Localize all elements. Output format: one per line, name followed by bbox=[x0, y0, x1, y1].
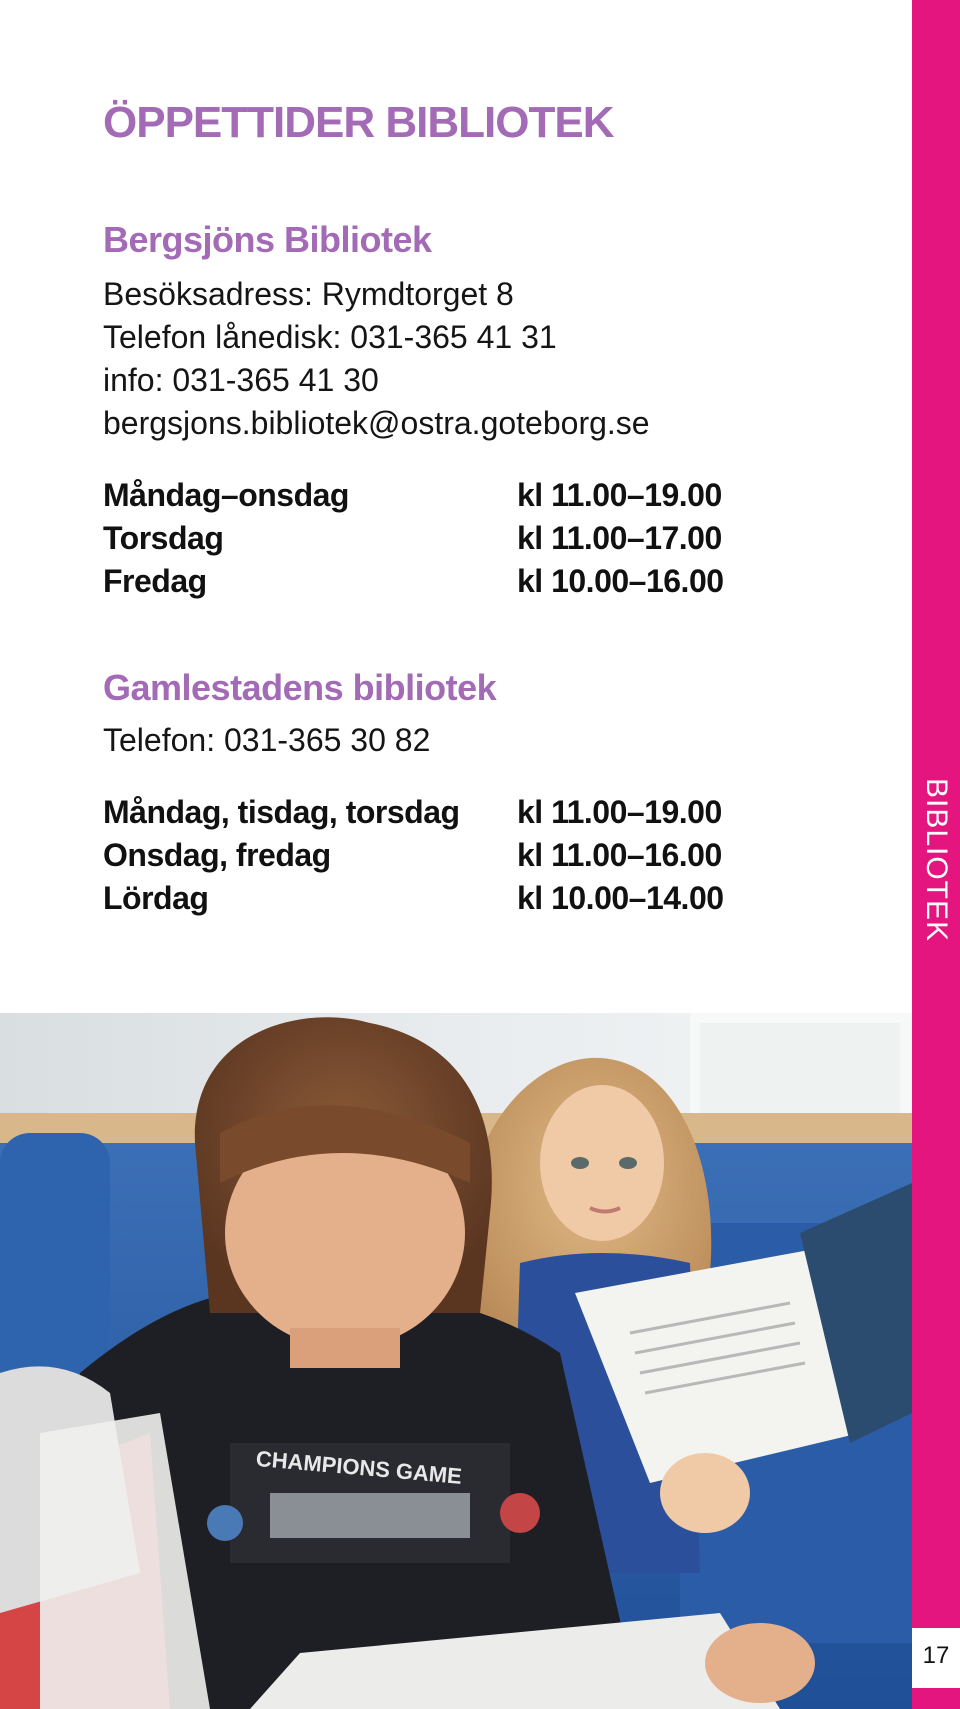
hours-row bbox=[103, 877, 803, 920]
library-contact-gamlestaden bbox=[103, 719, 430, 762]
library-name-gamlestaden: Gamlestadens bibliotek bbox=[103, 667, 497, 708]
hours-time: kl 11.00–19.00 bbox=[517, 794, 722, 830]
hours-day: Måndag–onsdag bbox=[103, 477, 349, 513]
library-contact-bergsjon bbox=[103, 273, 650, 445]
email-address: bergsjons.bibliotek@ostra.goteborg.se bbox=[103, 405, 650, 441]
loan-desk-phone: Telefon lånedisk: 031-365 41 31 bbox=[103, 319, 557, 355]
children-reading-photo bbox=[0, 1013, 912, 1709]
visit-address: Besöksadress: Rymdtorget 8 bbox=[103, 276, 514, 312]
hours-time: kl 11.00–17.00 bbox=[517, 520, 722, 556]
phone-number: Telefon: 031-365 30 82 bbox=[103, 722, 431, 758]
opening-hours-gamlestaden bbox=[103, 791, 803, 920]
hours-time: kl 11.00–19.00 bbox=[517, 477, 722, 513]
hours-day: Lördag bbox=[103, 880, 209, 916]
opening-hours-bergsjon bbox=[103, 474, 803, 603]
library-name-bergsjon: Bergsjöns Bibliotek bbox=[103, 219, 432, 260]
hours-day: Torsdag bbox=[103, 520, 224, 556]
page-number: 17 bbox=[912, 1641, 960, 1671]
hours-row bbox=[103, 560, 803, 603]
hours-row bbox=[103, 791, 803, 834]
sidebar-label bbox=[912, 770, 960, 950]
hours-row bbox=[103, 834, 803, 877]
hours-row bbox=[103, 517, 803, 560]
hours-row bbox=[103, 474, 803, 517]
hours-day: Måndag, tisdag, torsdag bbox=[103, 794, 460, 830]
section-sidebar bbox=[912, 0, 960, 1709]
hours-time: kl 10.00–14.00 bbox=[517, 880, 724, 916]
hours-time: kl 11.00–16.00 bbox=[517, 837, 722, 873]
hours-day: Onsdag, fredag bbox=[103, 837, 331, 873]
hours-day: Fredag bbox=[103, 563, 207, 599]
page-title: ÖPPETTIDER BIBLIOTEK bbox=[103, 98, 614, 147]
info-phone: info: 031-365 41 30 bbox=[103, 362, 379, 398]
shirt-print: CHAMPIONS GAME bbox=[254, 1445, 463, 1489]
hours-time: kl 10.00–16.00 bbox=[517, 563, 724, 599]
sidebar-label-text: BIBLIOTEK bbox=[920, 777, 953, 943]
